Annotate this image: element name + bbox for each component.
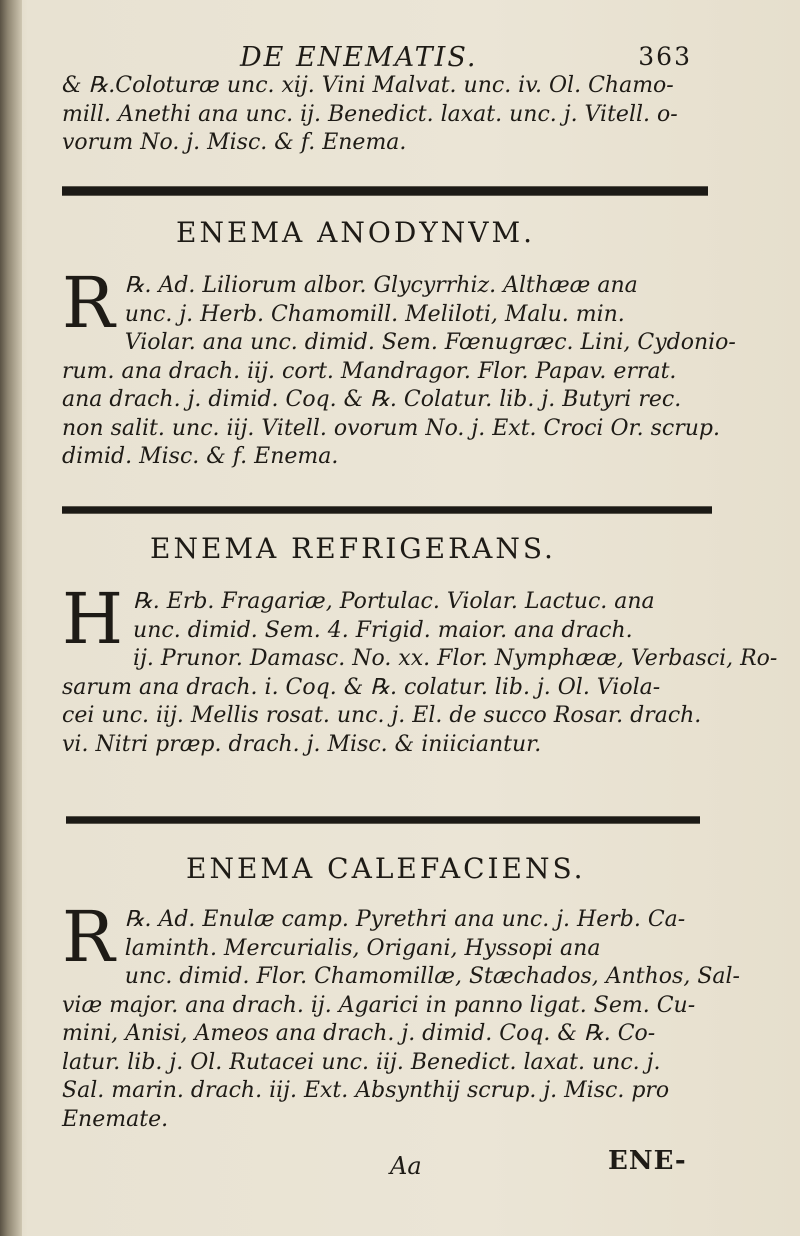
section-title: ENEMA ANODYNVM.	[176, 216, 536, 249]
recipe-sign-line	[62, 588, 722, 617]
signature-mark: Aa	[390, 1152, 422, 1180]
text-line: Sal. marin. drach. iij. Ext. Absynthij scrup. j. Misc. pro	[62, 1078, 670, 1103]
text-line: laminth. Mercurialis, Origani, Hyssopi ana	[124, 935, 601, 961]
recipe-sign: ℞.	[124, 273, 152, 298]
text-line: ana drach. j. dimid. Coq. & ℞. Colatur. lib. j. Butyri rec.	[62, 387, 682, 412]
text-line: Violar. ana unc. dimid. Sem. Fœnugræc. Lini, Cydonio-	[124, 330, 736, 355]
section-divider	[62, 506, 712, 514]
recipe-sign-line	[62, 272, 722, 301]
text-line: mill. Anethi ana unc. ij. Benedict. laxat. unc. j. Vitell. o-	[62, 101, 678, 127]
recipe-paragraph	[62, 896, 740, 1134]
drop-cap: R	[62, 262, 115, 344]
recipe-sign: ℞.	[124, 907, 152, 932]
section-divider	[62, 186, 708, 196]
text-line: sarum ana drach. i. Coq. & ℞. colatur. lib. j. Ol. Viola-	[62, 674, 661, 700]
text-line: viæ major. ana drach. ij. Agarici in panno ligat. Sem. Cu-	[62, 992, 696, 1018]
recipe-paragraph	[62, 578, 778, 759]
drop-cap: R	[62, 896, 115, 978]
text-line: non salit. unc. iij. Vitell. ovorum No. j. Ext. Croci Or. scrup.	[62, 415, 720, 441]
text-line: rum. ana drach. iij. cort. Mandragor. Flor. Papav. errat.	[62, 358, 677, 384]
section-divider	[66, 816, 700, 824]
recipe-sign-line	[62, 906, 722, 935]
text-line: Erb. Fragariæ, Portulac. Violar. Lactuc. ana	[166, 589, 655, 614]
text-line: latur. lib. j. Ol. Rutacei unc. iij. Benedict. laxat. unc. j.	[62, 1049, 661, 1075]
text-line: Ad. Liliorum albor. Glycyrrhiz. Althææ ana	[158, 273, 638, 298]
text-line: Enemate.	[62, 1106, 169, 1132]
text-line: & ℞.Coloturæ unc. xij. Vini Malvat. unc. iv. Ol. Chamo-	[62, 73, 674, 98]
text-line: cei unc. iij. Mellis rosat. unc. j. El. de succo Rosar. drach.	[62, 703, 702, 728]
page-number: 363	[638, 42, 692, 71]
text-line: vorum No. j. Misc. & f. Enema.	[62, 130, 407, 155]
recipe-sign: ℞.	[133, 589, 160, 614]
text-line: unc. j. Herb. Chamomill. Meliloti, Malu. min.	[124, 301, 625, 327]
section-title: ENEMA REFRIGERANS.	[150, 532, 556, 565]
text-line: dimid. Misc. & f. Enema.	[62, 444, 339, 469]
book-spine-shadow	[0, 0, 22, 1236]
text-line: unc. dimid. Sem. 4. Frigid. maior. ana drach.	[133, 617, 633, 643]
text-line: Ad. Enulæ camp. Pyrethri ana unc. j. Herb. Ca-	[158, 907, 686, 932]
catchword: ENE-	[608, 1146, 687, 1176]
section-title: ENEMA CALEFACIENS.	[186, 852, 586, 885]
intro-paragraph	[62, 72, 722, 158]
drop-cap: H	[62, 578, 124, 660]
text-line: ij. Prunor. Damasc. No. xx. Flor. Nymphææ, Verbasci, Ro-	[133, 646, 778, 671]
recipe-paragraph	[62, 262, 736, 472]
running-title: DE ENEMATIS.	[240, 42, 478, 73]
text-line: unc. dimid. Flor. Chamomillæ, Stæchados, Anthos, Sal-	[124, 964, 740, 989]
text-line: vi. Nitri præp. drach. j. Misc. & iniiciantur.	[62, 731, 542, 757]
text-line: mini, Anisi, Ameos ana drach. j. dimid. Coq. & ℞. Co-	[62, 1021, 656, 1046]
